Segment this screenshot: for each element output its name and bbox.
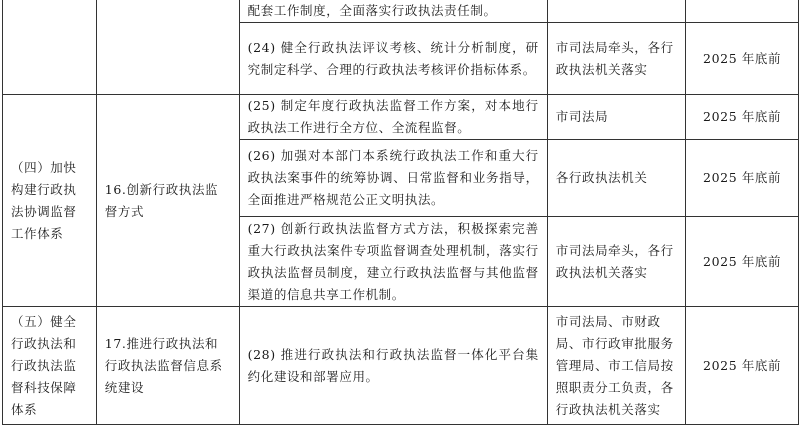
responsible-cell: 市司法局、市财政局、市行政审批服务管理局、市工信局按照职责分工负责，各行政执法机关落实 [547,307,685,425]
deadline-cell: 2025 年底前 [686,95,799,140]
deadline-cell: 2025 年底前 [686,140,799,217]
measure-cell: (25) 制定年度行政执法监督工作方案，对本地行政执法工作进行全方位、全流程监督。 [239,95,547,140]
measure-cell: (28) 推进行政执法和行政执法监督一体化平台集约化建设和部署应用。 [239,307,547,425]
table-row [3,307,799,425]
task-cell: 17.推进行政执法和行政执法监督信息系统建设 [96,307,239,425]
responsible-cell: 各行政执法机关 [547,140,685,217]
measure-cell: (26) 加强对本部门本系统行政执法工作和重大行政执法案事件的统筹协调、日常监督和业务指导，全面推进严格规范公正文明执法。 [239,140,547,217]
task-cell [96,0,239,95]
category-cell: （四）加快构建行政执法协调监督工作体系 [3,95,97,307]
measure-cell: 配套工作制度，全面落实行政执法责任制。 [239,0,547,23]
deadline-cell: 2025 年底前 [686,23,799,95]
table-row [3,95,799,140]
table-row [3,0,799,23]
measure-cell: (24) 健全行政执法评议考核、统计分析制度，研究制定科学、合理的行政执法考核评价指标体系。 [239,23,547,95]
responsible-cell: 市司法局牵头，各行政执法机关落实 [547,23,685,95]
responsible-cell: 市司法局 [547,95,685,140]
responsible-cell [547,0,685,23]
deadline-cell: 2025 年底前 [686,217,799,307]
category-cell: （五）健全行政执法和行政执法监督科技保障体系 [3,307,97,425]
category-cell [3,0,97,95]
task-table [2,0,799,425]
deadline-cell [686,0,799,23]
task-cell: 16.创新行政执法监督方式 [96,95,239,307]
deadline-cell: 2025 年底前 [686,307,799,425]
measure-cell: (27) 创新行政执法监督方式方法，积极探索完善重大行政执法案件专项监督调查处理机制，落实行政执法监督员制度，建立行政执法监督与其他监督渠道的信息共享工作机制。 [239,217,547,307]
responsible-cell: 市司法局牵头，各行政执法机关落实 [547,217,685,307]
